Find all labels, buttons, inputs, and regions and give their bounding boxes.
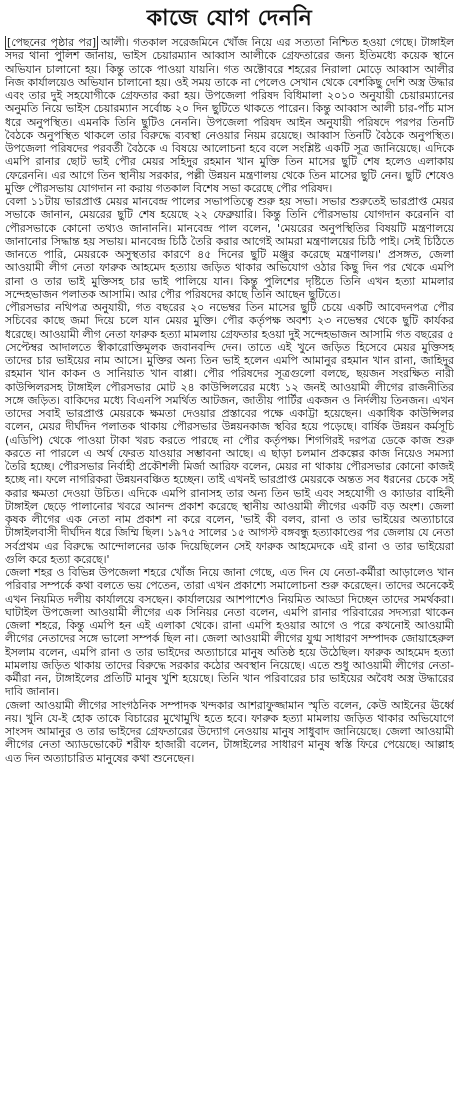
article-headline: কাজে যোগ দেননি: [146, 6, 313, 31]
continuation-tag: [পেছনের পৃষ্ঠার পর]: [7, 36, 97, 49]
article-body: [5, 36, 454, 1114]
article-paragraph-1: [5, 36, 454, 195]
article-paragraph-5: জেলা আওয়ামী লীগের সাংগঠনিক সম্পাদক খন্দকার আশরাফুজ্জামান স্মৃতি বলেন, কেউ আইনের ঊর্ধ্বে নয়। খুনি যে-ই হোক তাকে বিচারের মুখোমুখি হতে হবে। ফারুক হত্যা মামলায় জড়িত থাকার অভিযোগে সাংসদ আমানুর ও তার ভাইদের গ্রেফতারের উদ্যোগ নেওয়ায় মানুষ সাধুবাদ জানিয়েছে। জেলা আওয়ামী লীগের নেতা অ্যাডভোকেট শরীফ হাজারী বলেন, টাঙ্গাইলের সাধারণ মানুষ স্বস্তি ফিরে পেয়েছে। আল্লাহ এত দিন অত্যাচারিত মানুষের কথা শুনেছেন।: [5, 698, 454, 765]
article-paragraph-4: জেলা শহর ও বিভিন্ন উপজেলা শহরে খোঁজ নিয়ে জানা গেছে, এত দিন যে নেতা-কর্মীরা আড়ালেও খান পরিবার সম্পর্কে কথা বলতে ভয় পেতেন, তারা এখন প্রকাশ্যে সমালোচনা শুরু করেছেন। তাদের অনেকেই এখন নিয়মিত দলীয় কার্যালয়ে বসছেন। কার্যালয়ের আশপাশেও নিয়মিত আড্ডা দিচ্ছেন তাদের সমর্থকরা। ঘাটাইল উপজেলা আওয়ামী লীগের এক সিনিয়র নেতা বলেন, এমপি রানার পরিবারের সদস্যরা থাকেন জেলা শহরে, কিন্তু এমপি হন এই এলাকা থেকে। রানা এমপি হওয়ার আগে ও পরে কখনোই আওয়ামী লীগের নেতাদের সঙ্গে ভালো সম্পর্ক ছিল না। জেলা আওয়ামী লীগের যুগ্ম সাধারণ সম্পাদক জোয়াহেরুল ইসলাম বলেন, এমপি রানা ও তার ভাইদের অত্যাচারে মানুষ অতিষ্ঠ হয়ে উঠেছিল। ফারুক আহমেদ হত্যা মামলায় জড়িত থাকায় তাদের বিরুদ্ধে সরকার কঠোর অবস্থান নিয়েছে। এতে শুধু আওয়ামী লীগের নেতা-কর্মীরা নন, টাঙ্গাইলের প্রতিটি মানুষ খুশি হয়েছে। তিনি খান পরিবারের চার ভাইয়ের অবৈধ অস্ত্র উদ্ধারের দাবি জানান।: [5, 566, 454, 699]
article-paragraph-2: বেলা ১১টায় ভারপ্রাপ্ত মেয়র মানবেন্দ্র পালের সভাপতিত্বে শুরু হয় সভা। সভার শুরুতেই ভারপ্রাপ্ত মেয়র সভাকে জানান, মেয়রের ছুটি শেষ হয়েছে ২২ ফেব্রুয়ারি। কিন্তু তিনি পৌরসভায় যোগদান করেননি বা পৌরসভাকে কোনো তথ্যও জানাননি। মানবেন্দ্র পাল বলেন, 'মেয়রের অনুপস্থিতির বিষয়টি মন্ত্রণালয়ে জানানোর সিদ্ধান্ত হয় সভায়। মানবেন্দ্র চিঠি তৈরি করার আগেই আমরা মন্ত্রণালয়ের চিঠি পাই। সেই চিঠিতে জানতে পারি, মেয়রকে অসুস্থতার কারণে ৪৫ দিনের ছুটি মঞ্জুর করেছে মন্ত্রণালয়।' প্রসঙ্গত, জেলা আওয়ামী লীগ নেতা ফারুক আহমেদ হত্যায় জড়িত থাকার অভিযোগ ওঠার কিছু দিন পর থেকে এমপি রানা ও তার ভাই মুক্তিসহ চার ভাই পালিয়ে যান। কিন্তু পুলিশের দৃষ্টিতে তিনি এখন হত্যা মামলার সন্দেহভাজন পলাতক আসামি। আর পৌর পরিষদের কাছে তিনি আছেন ছুটিতে।: [5, 195, 454, 301]
article-paragraph-3: পৌরসভার নথিপত্র অনুযায়ী, গত বছরের ২০ নভেম্বর তিন মাসের ছুটি চেয়ে একটি আবেদনপত্র পৌর সচিবের কাছে জমা দিয়ে চলে যান মেয়র মুক্তি। পৌর কর্তৃপক্ষ অবশ্য ২৩ নভেম্বর থেকে ছুটি কার্যকর ধরেছে। আওয়ামী লীগ নেতা ফারুক হত্যা মামলায় গ্রেফতার হওয়া দুই সন্দেহভাজন আসামি গত বছরের ৫ সেপ্টেম্বর আদালতে স্বীকারোক্তিমূলক জবানবন্দি দেন। তাতে এই খুনে জড়িত হিসেবে মেয়র মুক্তিসহ তাদের চার ভাইয়ের নাম আসে। মুক্তির অন্য তিন ভাই হলেন এমপি আমানুর রহমান খান রানা, জাহিদুর রহমান খান কাকন ও সানিয়াত খান বাপ্পা। পৌর পরিষদের সূত্রগুলো বলছে, ছয়জন সংরক্ষিত নারী কাউন্সিলরসহ টাঙ্গাইল পৌরসভার মোট ২৪ কাউন্সিলরের মধ্যে ১২ জনই আওয়ামী লীগের রাজনীতির সঙ্গে জড়িত। বাকিদের মধ্যে বিএনপি সমর্থিত আটজন, জাতীয় পার্টির একজন ও নির্দলীয় তিনজন। এখন তাদের সবাই ভারপ্রাপ্ত মেয়রকে ক্ষমতা দেওয়ার প্রস্তাবের পক্ষে একাট্টা হয়েছেন। একাধিক কাউন্সিলর বলেন, মেয়র দীর্ঘদিন পলাতক থাকায় পৌরসভার উন্নয়নকাজ স্থবির হয়ে পড়েছে। বার্ষিক উন্নয়ন কর্মসূচি (এডিপি) থেকে পাওয়া টাকা খরচ করতে পারছে না পৌর কর্তৃপক্ষ। শিগগিরই দরপত্র ডেকে কাজ শুরু করতে না পারলে এ অর্থ ফেরত যাওয়ার সম্ভাবনা আছে। এ ছাড়া চলমান প্রকল্পের কাজ নিয়েও সমস্যা তৈরি হচ্ছে। পৌরসভার নির্বাহী প্রকৌশলী মির্জা আরিফ বলেন, মেয়র না থাকায় পৌরসভার কোনো কাজই হচ্ছে না। ফলে নাগরিকরা উন্নয়নবঞ্চিত হচ্ছেন। তাই এখনই ভারপ্রাপ্ত মেয়রকে অন্তত সব ধরনের চেকে সই করার ক্ষমতা দেওয়া উচিত। এদিকে এমপি রানাসহ তার অন্য তিন ভাই এবং সহযোগী ও ক্যাডার বাহিনী টাঙ্গাইল ছেড়ে পালানোর খবরে আনন্দ প্রকাশ করেছে স্থানীয় আওয়ামী লীগের একটি বড় অংশ। জেলা কৃষক লীগের এক নেতা নাম প্রকাশ না করে বলেন, 'ভাই কী বলব, রানা ও তার ভাইয়ের অত্যাচারে টাঙ্গাইলবাসী দীর্ঘদিন ধরে জিম্মি ছিল। ১৯৭৫ সালের ১৫ আগস্ট বঙ্গবন্ধু হত্যাকাণ্ডের পর জেলায় যে নেতা সর্বপ্রথম এর বিরুদ্ধে আন্দোলনের ডাক দিয়েছিলেন সেই ফারুক আহমেদকে এই রানা ও তার ভাইয়েরা গুলি করে হত্যা করেছে।': [5, 301, 454, 566]
paragraph-text: আলী। গতকাল সরেজমিনে খোঁজ নিয়ে এর সত্যতা নিশ্চিত হওয়া গেছে। টাঙ্গাইল সদর থানা পুলিশ জানায়, ভাইস চেয়ারম্যান আব্বাস আলীকে গ্রেফতারের জন্য ইতিমধ্যে কয়েক স্থানে অভিযান চালানো হয়। কিন্তু তাকে পাওয়া যায়নি। গত অক্টোবরে শহরের নিরালা মোড়ে আব্বাস আলীর নিজ কার্যালয়েও অভিযান চালানো হয়। ওই সময় তাকে না পেলেও সেখান থেকে বেশকিছু দেশি অস্ত্র উদ্ধার এবং তার দুই সহযোগীকে গ্রেফতার করা হয়। উপজেলা পরিষদ বিধিমালা ২০১০ অনুযায়ী চেয়ারম্যানের অনুমতি নিয়ে ভাইস চেয়ারম্যান সর্বোচ্চ ২০ দিন ছুটিতে থাকতে পারেন। কিন্তু আব্বাস আলী চার-পাঁচ মাস ধরে অনুপস্থিত। এমনকি তিনি ছুটিও নেননি। উপজেলা পরিষদ আইন অনুযায়ী পরিষদে পরপর তিনটি বৈঠকে অনুপস্থিত থাকলে তার বিরুদ্ধে ব্যবস্থা নেওয়ার নিয়ম রয়েছে। আব্বাস তিনটি বৈঠকে অনুপস্থিত। উপজেলা পরিষদের পরবর্তী বৈঠকে এ বিষয়ে আলোচনা হবে বলে সংশ্লিষ্ট একটি সূত্র জানিয়েছে। এদিকে এমপি রানার ছোট ভাই পৌর মেয়র সহিদুর রহমান খান মুক্তি তিন মাসের ছুটি শেষ হলেও এলাকায় ফেরেননি। এর আগে তিন স্থানীয় সরকার, পল্লী উন্নয়ন মন্ত্রণালয় থেকে তিন মাসের ছুটি নেন। ছুটি শেষেও মুক্তি পৌরসভায় যোগদান না করায় গতকাল বিশেষ সভা করেছে পৌর পরিষদ।: [5, 36, 454, 195]
